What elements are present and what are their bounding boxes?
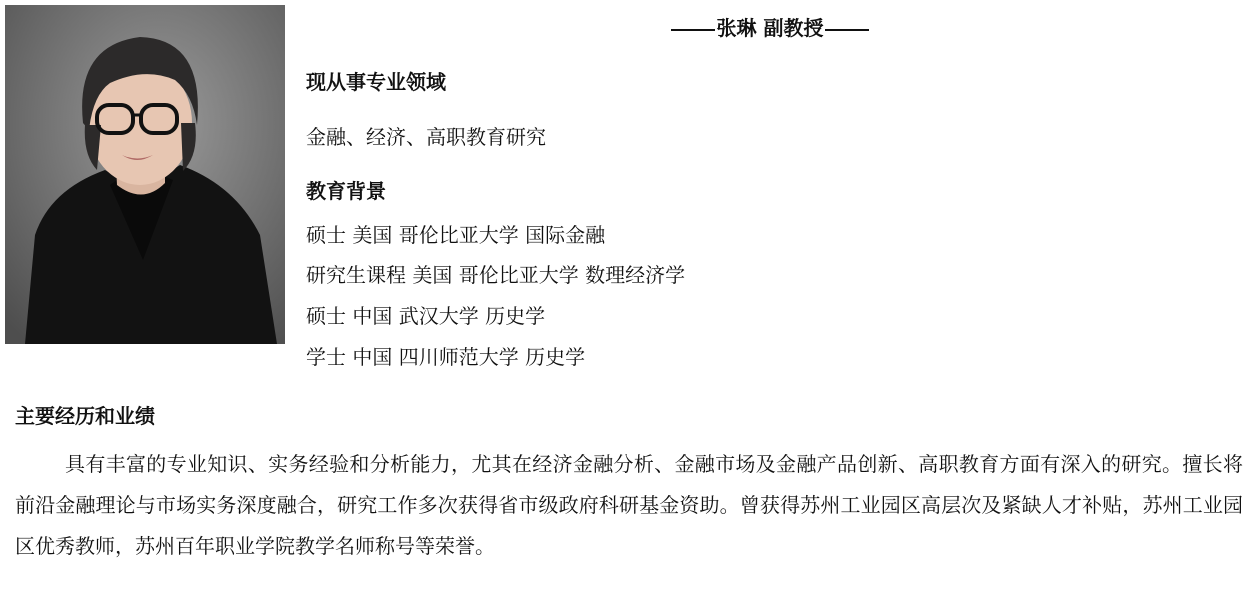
- achievements-paragraph: 具有丰富的专业知识、实务经验和分析能力，尤其在经济金融分析、金融市场及金融产品创新、高职教育方面有深入的研究。擅长将前沿金融理论与市场实务深度融合，研究工作多次获得省市级政府科研基金资助。曾获得苏州工业园区高层次及紧缺人才补贴，苏州工业园区优秀教师，苏州百年职业学院教学名师称号等荣誉。: [15, 452, 1243, 558]
- profile-title: [560, 12, 980, 41]
- education-item-4: 学士 中国 四川师范大学 历史学: [306, 345, 586, 369]
- profile-name: 张琳 副教授: [716, 16, 824, 40]
- achievements-heading: 主要经历和业绩: [15, 404, 155, 428]
- title-dash-right: [825, 29, 869, 31]
- education-item-2: 研究生课程 美国 哥伦比亚大学 数理经济学: [306, 263, 686, 287]
- education-item-3: 硕士 中国 武汉大学 历史学: [306, 304, 546, 328]
- field-heading: 现从事专业领域: [306, 70, 446, 94]
- profile-photo: [5, 5, 285, 344]
- education-item-1: 硕士 美国 哥伦比亚大学 国际金融: [306, 223, 606, 247]
- portrait-illustration: [5, 5, 285, 344]
- field-text: 金融、经济、高职教育研究: [306, 125, 546, 149]
- title-dash-left: [671, 29, 715, 31]
- education-heading: 教育背景: [306, 179, 386, 203]
